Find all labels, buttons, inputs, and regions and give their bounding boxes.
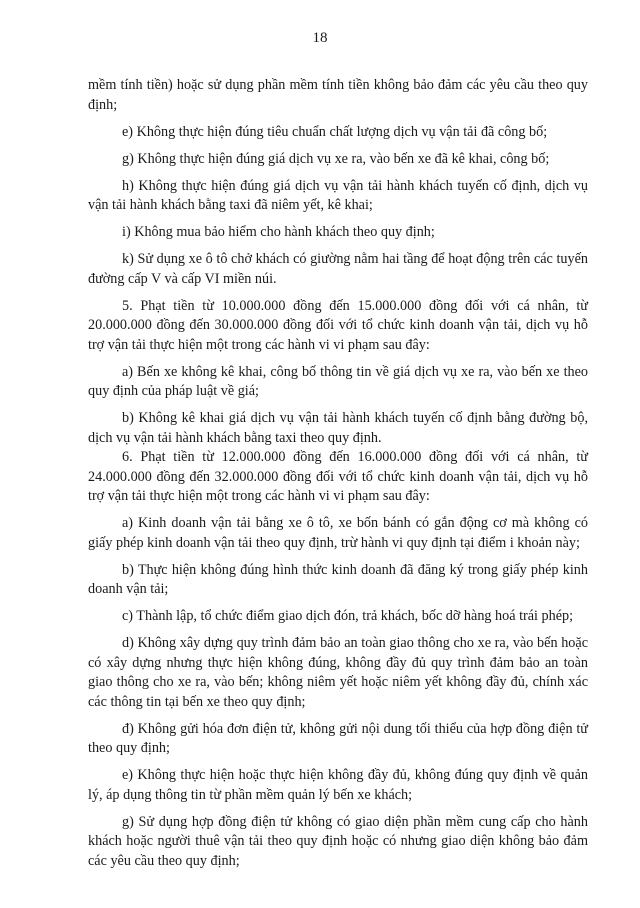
- page-number: 18: [312, 30, 328, 46]
- document-body: [88, 76, 588, 879]
- paragraph-clause-6-g: g) Sử dụng hợp đồng điện tử không có giao diện phần mềm cung cấp cho hành khách hoặc người thuê vận tải theo quy định hoặc có nhưng giao diện không bảo đảm các yêu cầu theo quy định;: [88, 813, 588, 869]
- paragraph-item-i: i) Không mua bảo hiểm cho hành khách theo quy định;: [122, 224, 435, 240]
- paragraph-item-e: e) Không thực hiện đúng tiêu chuẩn chất lượng dịch vụ vận tải đã công bố;: [122, 123, 548, 140]
- paragraph-clause-5-b: b) Không kê khai giá dịch vụ vận tải hành khách tuyến cố định bằng đường bộ, dịch vụ vận tải hành khách bằng taxi theo quy định.: [88, 410, 588, 446]
- paragraph-clause-6: 6. Phạt tiền từ 12.000.000 đồng đến 16.000.000 đồng đối với cá nhân, từ 24.000.000 đồng đến 32.000.000 đồng đối với tổ chức kinh doanh vận tải, dịch vụ hỗ trợ vận tải thực hiện một trong các hành vi vi phạm sau đây:: [88, 449, 588, 504]
- paragraph-clause-6-dd: đ) Không gửi hóa đơn điện tử, không gửi nội dung tối thiểu của hợp đồng điện tử theo quy định;: [88, 720, 588, 756]
- paragraph-clause-5: 5. Phạt tiền từ 10.000.000 đồng đến 15.000.000 đồng đối với cá nhân, từ 20.000.000 đồng đến 30.000.000 đồng đối với tổ chức kinh doanh vận tải, dịch vụ hỗ trợ vận tải thực hiện một trong các hành vi vi phạm sau đây:: [88, 297, 588, 353]
- paragraph-clause-6-a: a) Kinh doanh vận tải bằng xe ô tô, xe bốn bánh có gắn động cơ mà không có giấy phép kinh doanh vận tải theo quy định, trừ hành vi quy định tại điểm i khoản này;: [88, 515, 588, 551]
- paragraph-clause-6-c: c) Thành lập, tổ chức điểm giao dịch đón, trả khách, bốc dỡ hàng hoá trái phép;: [122, 608, 574, 624]
- paragraph-clause-6-b: b) Thực hiện không đúng hình thức kinh doanh đã đăng ký trong giấy phép kinh doanh vận tải;: [88, 561, 588, 597]
- paragraph-clause-6-d: d) Không xây dựng quy trình đảm bảo an toàn giao thông cho xe ra, vào bến hoặc có xây dựng nhưng thực hiện không đúng, không đầy đủ quy trình đảm bảo an toàn giao thông cho xe ra, vào bến; không niêm yết hoặc niêm yết không đầy đủ, chính xác các thông tin tại bến xe theo quy định;: [88, 635, 588, 710]
- paragraph-item-g: g) Không thực hiện đúng giá dịch vụ xe ra, vào bến xe đã kê khai, công bố;: [122, 150, 550, 167]
- paragraph-clause-6-e: e) Không thực hiện hoặc thực hiện không đầy đủ, không đúng quy định về quản lý, áp dụng thông tin từ phần mềm quản lý bến xe khách;: [88, 767, 588, 803]
- paragraph-item-k: k) Sử dụng xe ô tô chở khách có giường nằm hai tầng để hoạt động trên các tuyến đường cấp V và cấp VI miền núi.: [88, 251, 588, 287]
- paragraph-item-h: h) Không thực hiện đúng giá dịch vụ vận tải hành khách tuyến cố định, dịch vụ vận tải hành khách bằng taxi đã niêm yết, kê khai;: [88, 177, 588, 213]
- paragraph-clause-5-a: a) Bến xe không kê khai, công bố thông tin về giá dịch vụ xe ra, vào bến xe theo quy định của pháp luật về giá;: [88, 363, 588, 399]
- paragraph-continuation: mềm tính tiền) hoặc sử dụng phần mềm tính tiền không bảo đảm các yêu cầu theo quy định;: [88, 77, 588, 113]
